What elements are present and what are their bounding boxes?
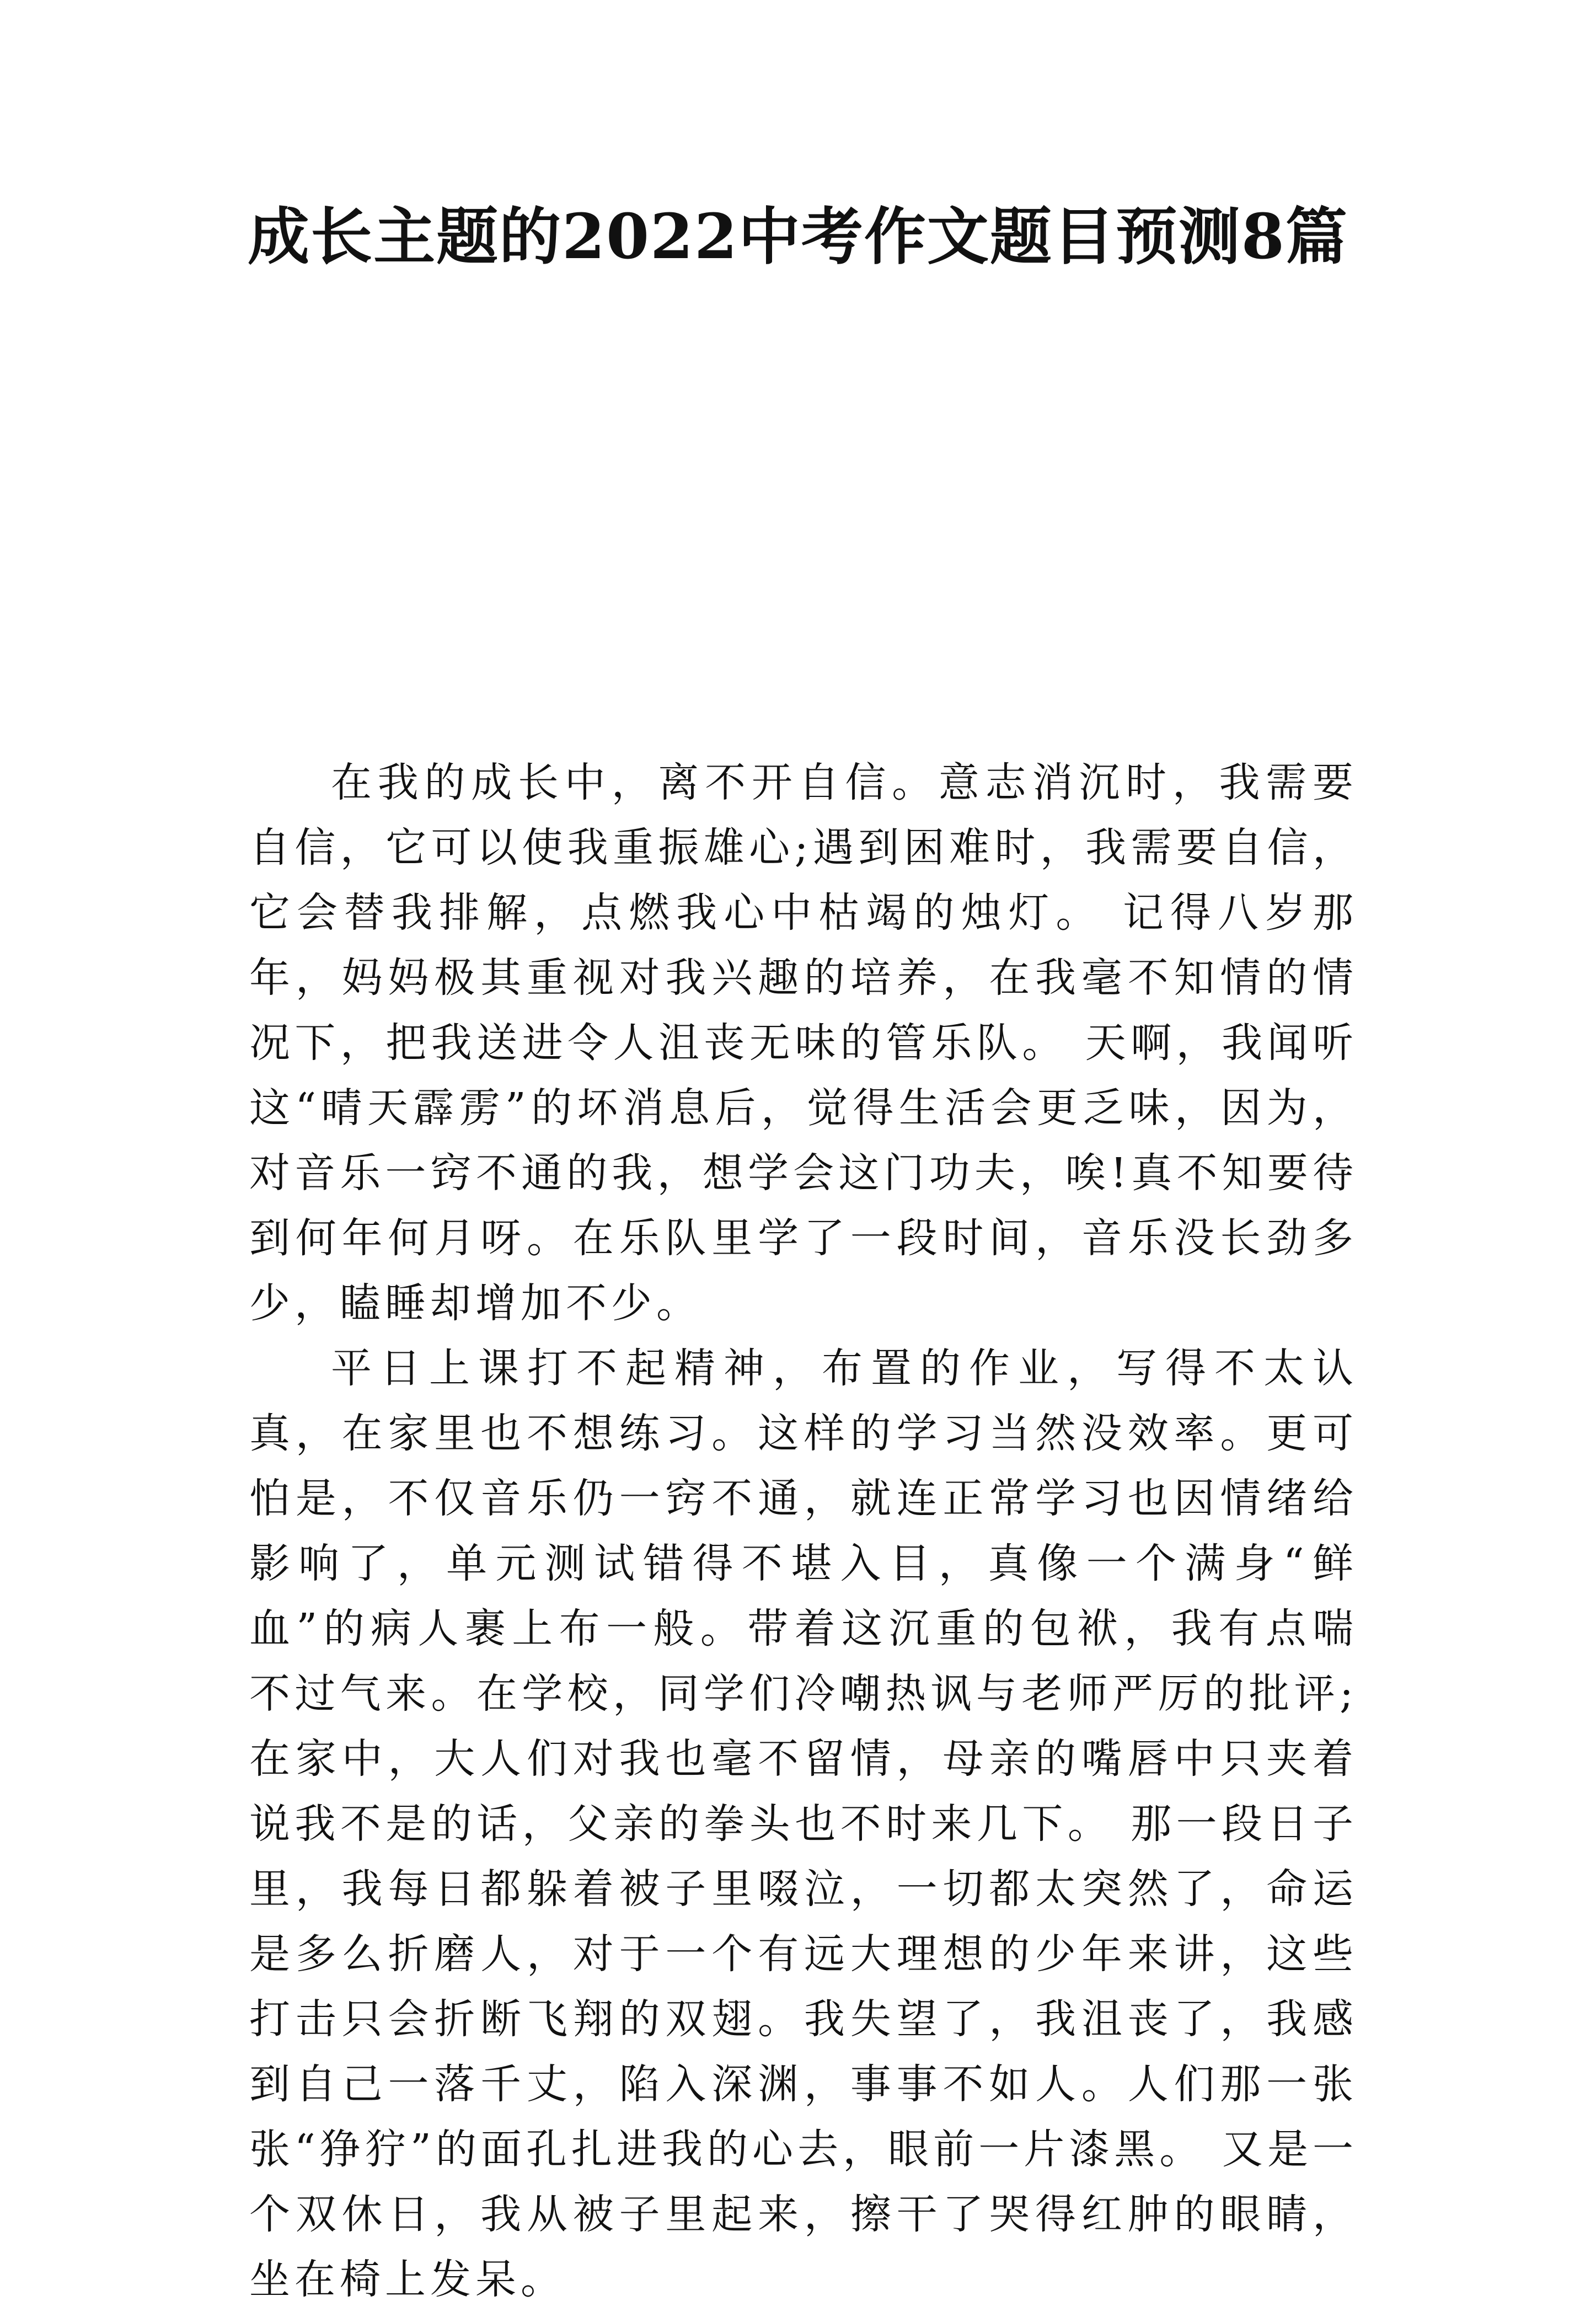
document-body	[249, 750, 1358, 2312]
paragraph: 在我的成长中，离不开自信。意志消沉时，我需要自信，它可以使我重振雄心;遇到困难时，我需要自信，它会替我排解，点燃我心中枯竭的烛灯。 记得八岁那年，妈妈极其重视对我兴趣的培养，在我毫不知情的情况下，把我送进令人沮丧无味的管乐队。 天啊，我闻听这“晴天霹雳”的坏消息后，觉得生活会更乏味，因为，对音乐一窍不通的我，想学会这门功夫，唉!真不知要待到何年何月呀。在乐队里学了一段时间，音乐没长劲多少，瞌睡却增加不少。	[249, 759, 1358, 1327]
paragraph: 平日上课打不起精神，布置的作业，写得不太认真，在家里也不想练习。这样的学习当然没效率。更可怕是，不仅音乐仍一窍不通，就连正常学习也因情绪给影响了，单元测试错得不堪入目，真像一个满身“鲜血”的病人裹上布一般。带着这沉重的包袱，我有点喘不过气来。在学校，同学们冷嘲热讽与老师严厉的批评;在家中，大人们对我也毫不留情，母亲的嘴唇中只夹着说我不是的话，父亲的拳头也不时来几下。 那一段日子里，我每日都躲着被子里啜泣，一切都太突然了，命运是多么折磨人，对于一个有远大理想的少年来讲，这些打击只会折断飞翔的双翅。我失望了，我沮丧了，我感到自己一落千丈，陷入深渊，事事不如人。人们那一张张“狰狞”的面孔扎进我的心去，眼前一片漆黑。 又是一个双休日，我从被子里起来，擦干了哭得红肿的眼睛，坐在椅上发呆。	[249, 1345, 1358, 2303]
document-title: 成长主题的2022中考作文题目预测8篇	[248, 201, 1348, 273]
